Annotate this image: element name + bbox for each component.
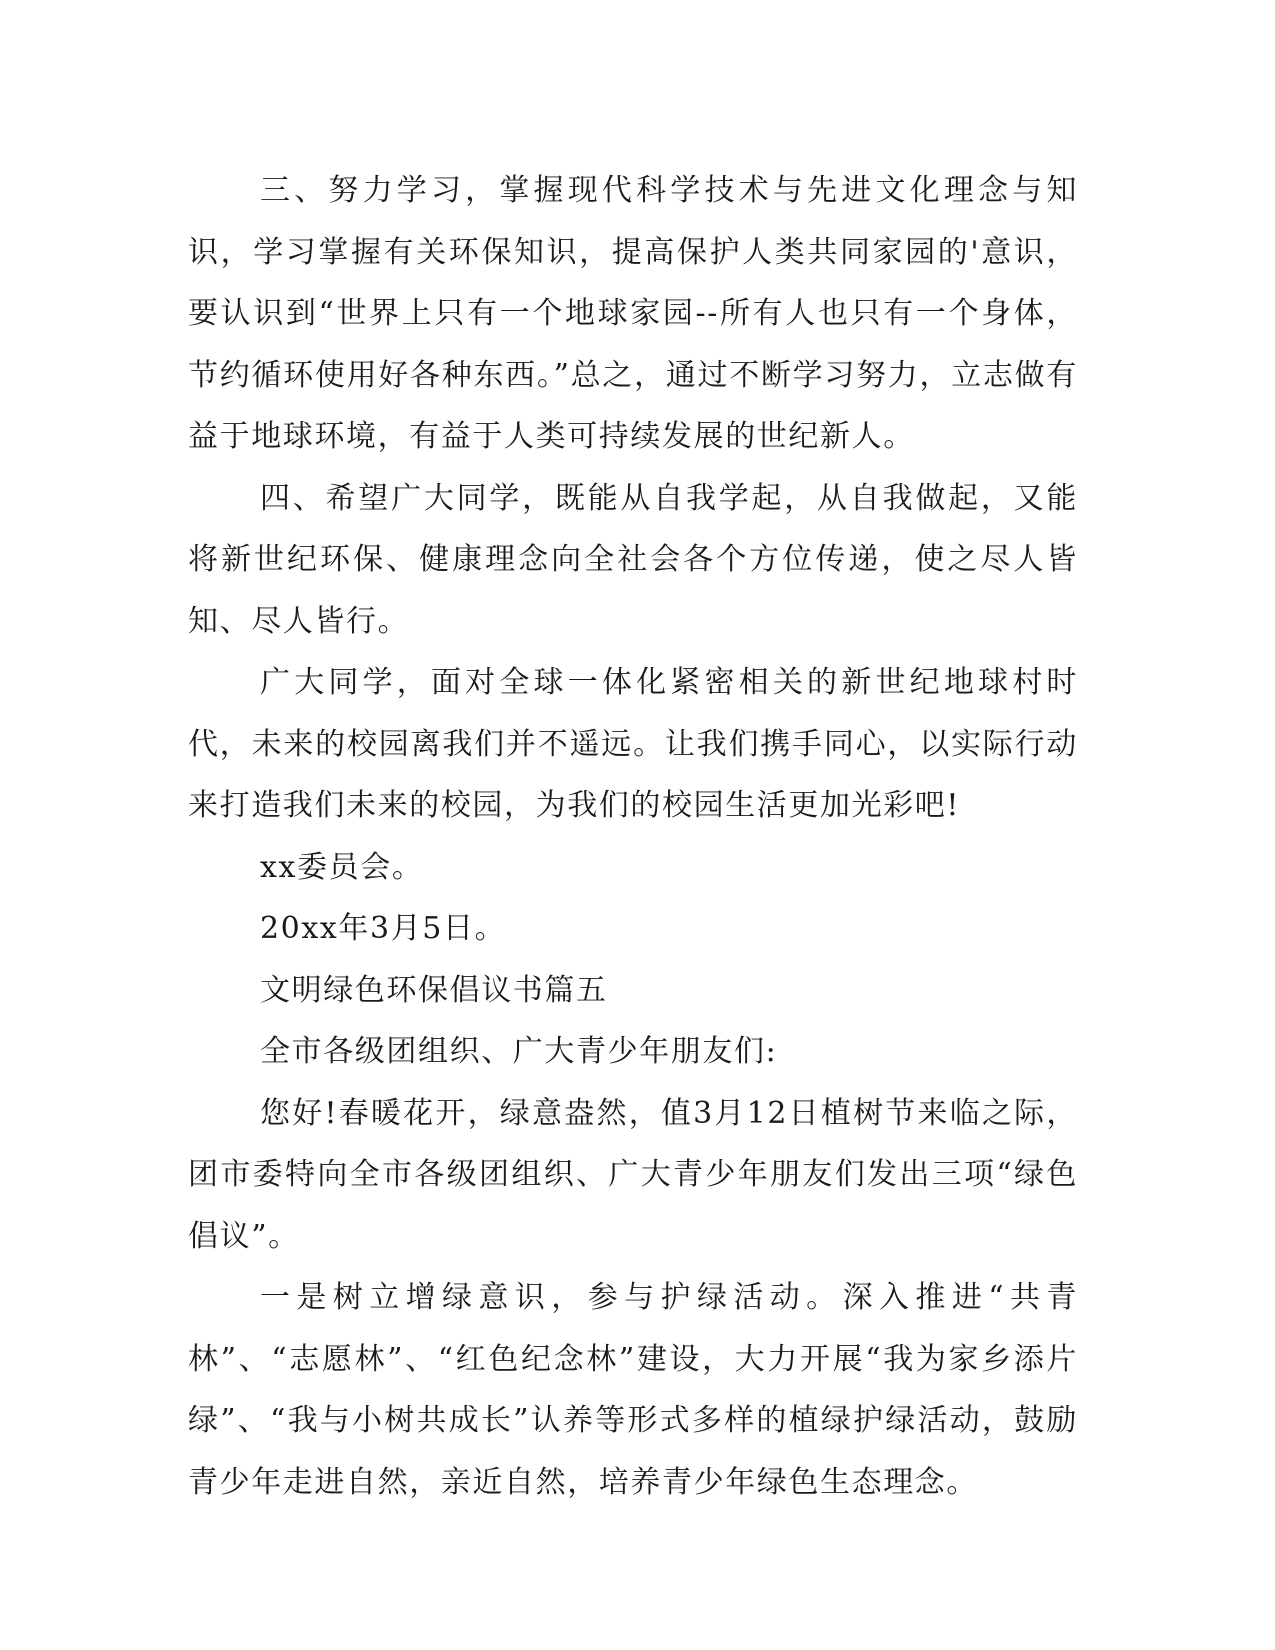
signature-committee: xx委员会。 (260, 849, 424, 885)
signature-date: 20xx年3月5日。 (260, 911, 507, 946)
paragraph-greeting: 您好!春暖花开，绿意盎然，值3月12日植树节来临之际，团市委特向全市各级团组织、广大青少年朋友们发出三项“绿色倡议”。 (188, 1095, 1078, 1254)
paragraph-green-awareness: 一是树立增绿意识，参与护绿活动。深入推进“共青林”、“志愿林”、“红色纪念林”建设，大力开展“我为家乡添片绿”、“我与小树共成长”认养等形式多样的植绿护绿活动，鼓励青少年走进自然，亲近自然，培养青少年绿色生态理念。 (188, 1280, 1078, 1500)
document-body (188, 160, 1078, 1513)
paragraph-study-knowledge: 三、努力学习，掌握现代科学技术与先进文化理念与知识，学习掌握有关环保知识，提高保护人类共同家园的'意识，要认识到“世界上只有一个地球家园--所有人也只有一个身体，节约循环使用好各种东西。”总之，通过不断学习努力，立志做有益于地球环境，有益于人类可持续发展的世纪新人。 (188, 173, 1078, 454)
salutation: 全市各级团组织、广大青少年朋友们: (260, 1034, 778, 1069)
paragraph-spread-ideas: 四、希望广大同学，既能从自我学起，从自我做起，又能将新世纪环保、健康理念向全社会各个方位传递，使之尽人皆知、尽人皆行。 (188, 480, 1078, 639)
section-heading: 文明绿色环保倡议书篇五 (260, 972, 608, 1008)
paragraph-future-campus: 广大同学，面对全球一体化紧密相关的新世纪地球村时代，未来的校园离我们并不遥远。让我们携手同心，以实际行动来打造我们未来的校园，为我们的校园生活更加光彩吧! (188, 665, 1078, 823)
